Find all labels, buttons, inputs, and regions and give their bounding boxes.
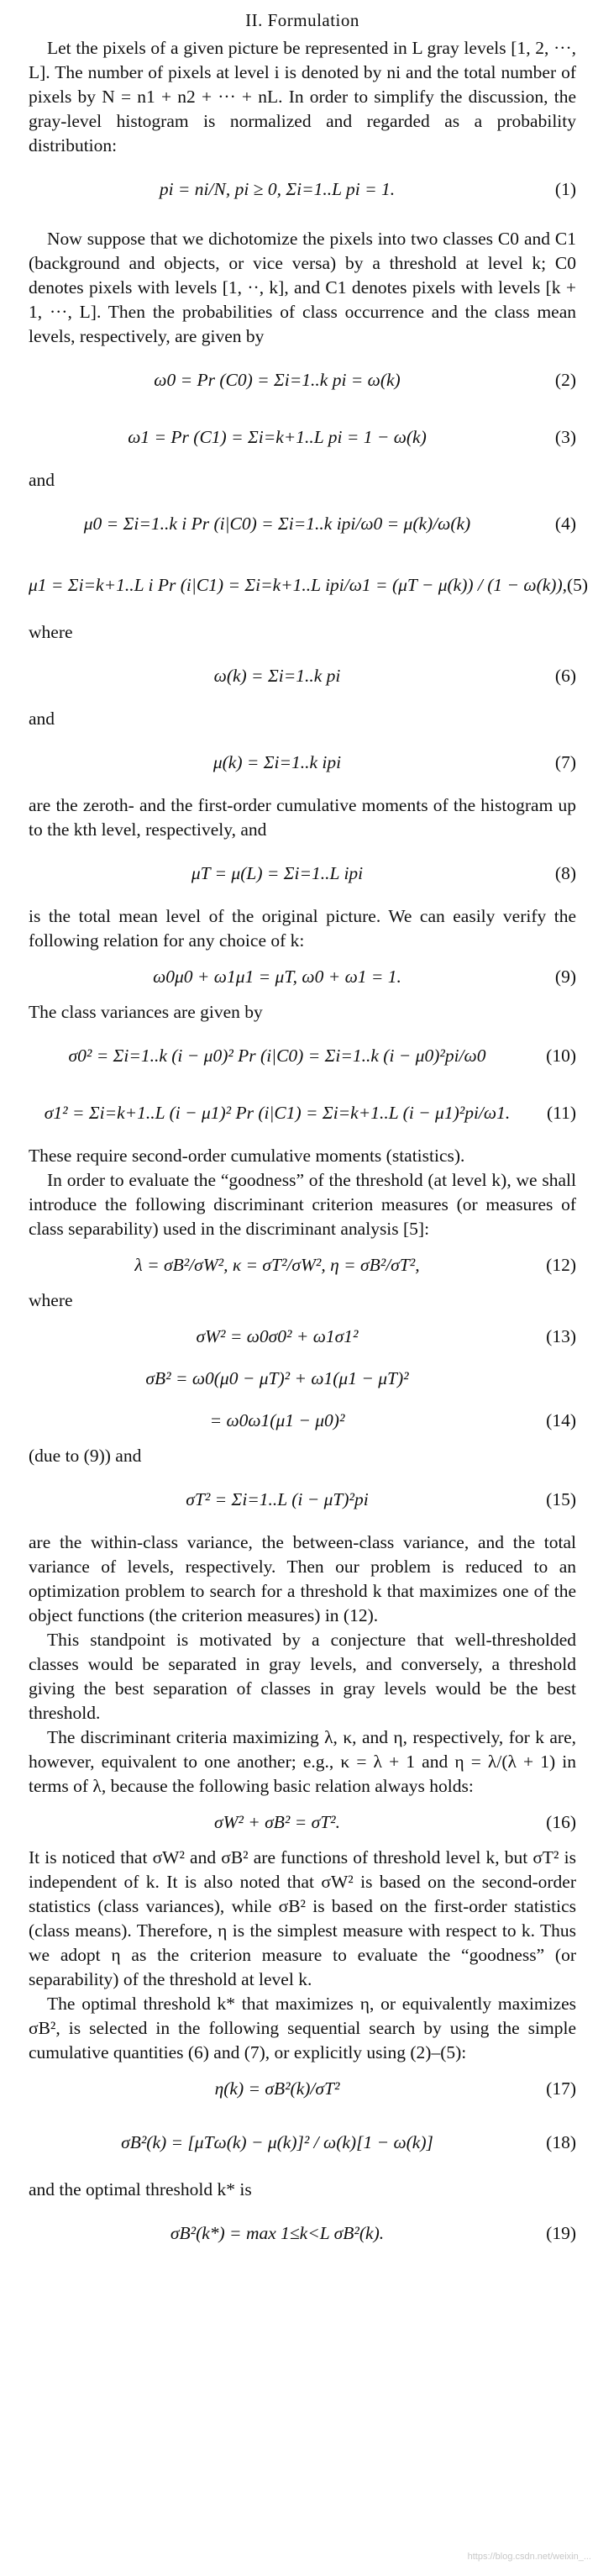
equation-7 (29, 736, 576, 788)
equation-8 (29, 847, 576, 899)
watermark: https://blog.csdn.net/weixin_... (467, 2552, 591, 2562)
paragraph-dichotomize: Now suppose that we dichotomize the pixels into two classes C0 and C1 (background and objects, or vice versa) by a threshold at level k; C0 denotes pixels with levels [1, ··, k], and C1 denotes pixels with levels [k + 1, ···, L]. Then the probabilities of class occurrence and the class mean levels, respectively, are given by (29, 229, 576, 346)
paragraph-class-variances: The class variances are given by (29, 1002, 263, 1022)
text-where-1: where (29, 622, 73, 642)
equation-4-number: (4) (554, 513, 576, 534)
text-and-1: and (29, 470, 55, 490)
equation-13-body: σW² = ω0σ0² + ω1σ1² (196, 1325, 359, 1346)
equation-12-number: (12) (546, 1254, 576, 1275)
equation-18-body: σB²(k) = [μTω(k) − μ(k)]² / ω(k)[1 − ω(k)] (121, 2131, 433, 2152)
equation-14-line-1 (29, 1360, 576, 1397)
equation-2-number: (2) (554, 369, 576, 390)
paragraph-goodness: In order to evaluate the “goodness” of the threshold (at level k), we shall introduce the following discriminant criterion measures (or measures of class separability) used in the discriminant analysis [5]: (29, 1170, 576, 1239)
equation-3-body: ω1 = Pr (C1) = Σi=k+1..L pi = 1 − ω(k) (128, 426, 427, 447)
equation-17-number: (17) (546, 2078, 576, 2099)
equation-5 (29, 555, 589, 615)
equation-15-number: (15) (546, 1488, 576, 1509)
equation-8-body: μT = μ(L) = Σi=1..L ipi (191, 862, 364, 883)
equation-17 (29, 2070, 576, 2107)
text-due-to-9: (due to (9)) and (29, 1446, 142, 1466)
equation-16-body: σW² + σB² = σT². (213, 1811, 341, 1832)
equation-17-body: η(k) = σB²(k)/σT² (214, 2078, 340, 2099)
text-and-2: and (29, 709, 55, 729)
equation-7-body: μ(k) = Σi=1..k ipi (212, 751, 342, 772)
paragraph-cumulative-moments: are the zeroth- and the first-order cumulative moments of the histogram up to the kth level, respectively, and (29, 795, 576, 840)
equation-14-line-1-body: σB² = ω0(μ0 − μT)² + ω1(μ1 − μT)² (145, 1367, 409, 1388)
text-optimal-threshold-is: and the optimal threshold k* is (29, 2179, 252, 2199)
paragraph-standpoint: This standpoint is motivated by a conjecture that well-thresholded classes would be separated in gray levels, and conversely, a threshold giving the best separation of classes in gray levels would be the best threshold. (29, 1630, 576, 1723)
equation-14-line-2 (29, 1402, 576, 1439)
equation-19 (29, 2207, 576, 2259)
equation-4-body: μ0 = Σi=1..k i Pr (i|C0) = Σi=1..k ipi/ω0 = μ(k)/ω(k) (83, 513, 471, 534)
equation-6-number: (6) (554, 665, 576, 686)
text-where-2: where (29, 1290, 73, 1310)
equation-14-line-2-body: = ω0ω1(μ1 − μ0)² (209, 1409, 345, 1430)
equation-1-number: (1) (554, 178, 576, 199)
equation-8-number: (8) (554, 862, 576, 883)
equation-16-number: (16) (546, 1811, 576, 1832)
paragraph-second-order: These require second-order cumulative moments (statistics). (29, 1146, 465, 1166)
equation-19-number: (19) (546, 2222, 576, 2243)
equation-9 (29, 958, 576, 995)
equation-6 (29, 650, 576, 702)
equation-4 (29, 498, 576, 550)
equation-18-number: (18) (546, 2131, 576, 2152)
paragraph-variance-definitions: are the within-class variance, the between-class variance, and the total variance of levels, respectively. Then our problem is reduced to an optimization problem to search for a threshold k that maximizes one of the object functions (the criterion measures) in (12). (29, 1532, 576, 1625)
equation-10-body: σ0² = Σi=1..k (i − μ0)² Pr (i|C0) = Σi=1..k (i − μ0)²pi/ω0 (68, 1045, 486, 1066)
equation-5-body: μ1 = Σi=k+1..L i Pr (i|C1) = Σi=k+1..L ipi/ω1 = (μT − μ(k)) / (1 − ω(k)), (29, 574, 568, 595)
equation-16 (29, 1804, 576, 1841)
equation-2 (29, 354, 576, 406)
paragraph-equivalent-criteria: The discriminant criteria maximizing λ, κ, and η, respectively, for k are, however, equivalent to one another; e.g., κ = λ + 1 and η = λ/(λ + 1) in terms of λ, because the following basic relation always holds: (29, 1727, 576, 1796)
equation-7-number: (7) (554, 751, 576, 772)
equation-1-body: pi = ni/N, pi ≥ 0, Σi=1..L pi = 1. (159, 178, 396, 199)
equation-13 (29, 1318, 576, 1355)
equation-14-line-2-number: (14) (546, 1409, 576, 1430)
paragraph-optimal-threshold: The optimal threshold k* that maximizes η, or equivalently maximizes σB², is selected in the following sequential search by using the simple cumulative quantities (6) and (7), or explicitly using (2)–(5): (29, 1994, 576, 2062)
paragraph-noticed: It is noticed that σW² and σB² are functions of threshold level k, but σT² is independent of k. It is also noted that σW² is based on the second-order statistics (class variances), while σB² is based on the first-order statistics (class means). Therefore, η is the simplest measure with respect to k. Thus we adopt η as the criterion measure to evaluate the “goodness” (or separability) of the threshold at level k. (29, 1847, 576, 1989)
equation-15 (29, 1473, 576, 1525)
equation-5-number: (5) (567, 574, 589, 595)
section-heading: II. Formulation (245, 10, 359, 30)
equation-11 (29, 1087, 576, 1139)
equation-12 (29, 1246, 576, 1283)
equation-9-number: (9) (554, 966, 576, 987)
equation-18 (29, 2112, 576, 2173)
equation-1 (29, 163, 576, 215)
equation-3-number: (3) (554, 426, 576, 447)
equation-10 (29, 1030, 576, 1082)
equation-19-body: σB²(k*) = max 1≤k<L σB²(k). (170, 2222, 385, 2243)
equation-10-number: (10) (546, 1045, 576, 1066)
equation-11-body: σ1² = Σi=k+1..L (i − μ1)² Pr (i|C1) = Σi=k+1..L (i − μ1)²pi/ω1. (44, 1102, 511, 1123)
paragraph-intro: Let the pixels of a given picture be represented in L gray levels [1, 2, ···, L]. The number of pixels at level i is denoted by ni and the total number of pixels by N = n1 + n2 + ··· + nL. In order to simplify the discussion, the gray-level histogram is normalized and regarded as a probability distribution: (29, 38, 576, 155)
equation-11-number: (11) (546, 1102, 576, 1123)
equation-6-body: ω(k) = Σi=1..k pi (213, 665, 341, 686)
equation-12-body: λ = σB²/σW², κ = σT²/σW², η = σB²/σT², (134, 1254, 420, 1275)
paragraph-total-mean: is the total mean level of the original picture. We can easily verify the following relation for any choice of k: (29, 906, 576, 951)
equation-3 (29, 411, 576, 463)
equation-9-body: ω0μ0 + ω1μ1 = μT, ω0 + ω1 = 1. (153, 966, 401, 987)
equation-13-number: (13) (546, 1325, 576, 1346)
equation-15-body: σT² = Σi=1..L (i − μT)²pi (186, 1488, 369, 1509)
equation-2-body: ω0 = Pr (C0) = Σi=1..k pi = ω(k) (154, 369, 401, 390)
